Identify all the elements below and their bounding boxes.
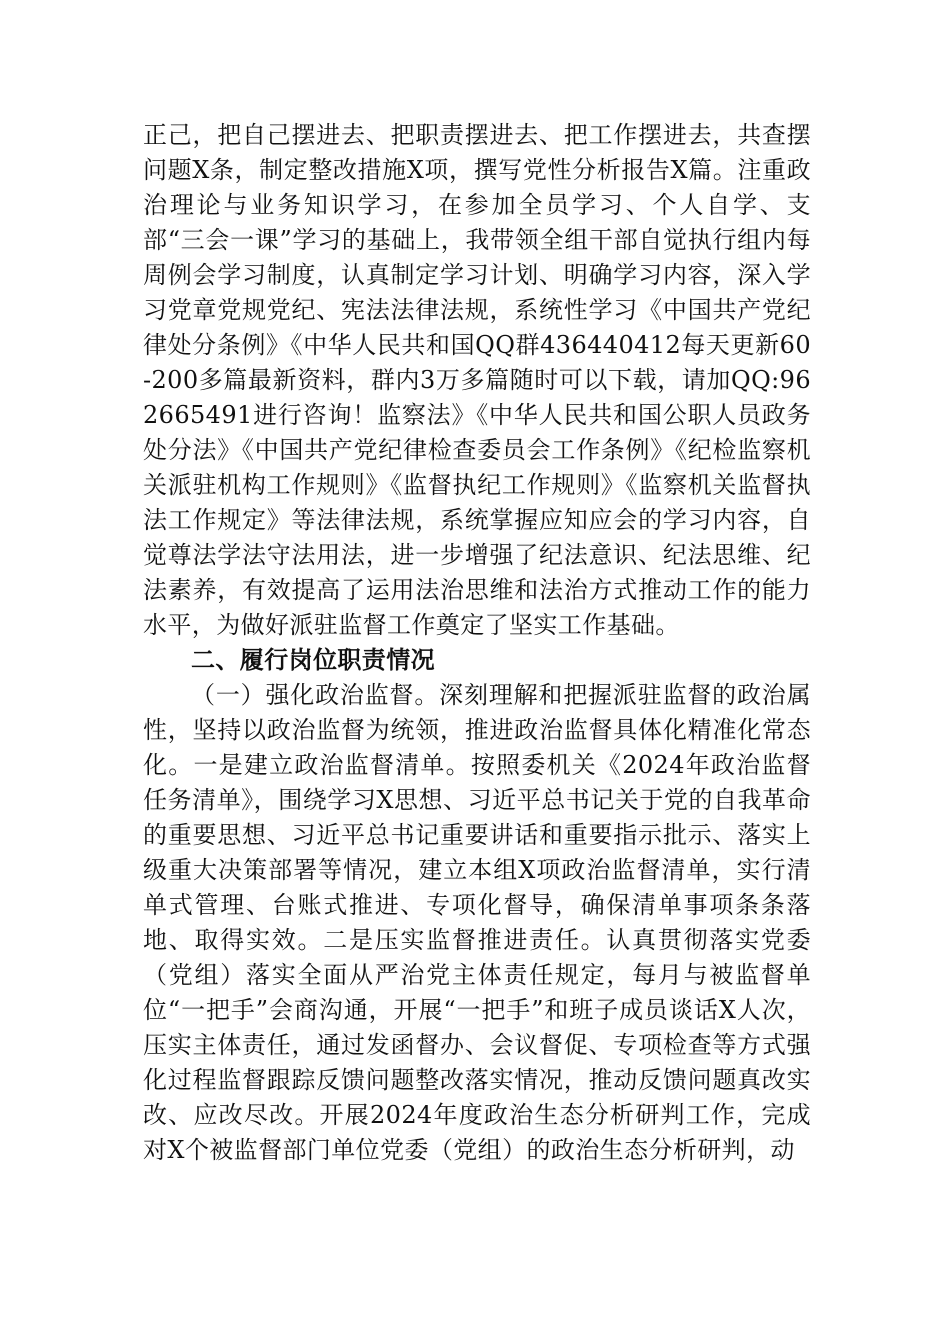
body-paragraph: （一）强化政治监督。深刻理解和把握派驻监督的政治属性，坚持以政治监督为统领，推进政治监督具体化精准化常态化。一是建立政治监督清单。按照委机关《2024年政治监督任务清单》，围绕学习X思想、习近平总书记关于党的自我革命的重要思想、习近平总书记重要讲话和重要指示批示、落实上级重大决策部署等情况，建立本组X项政治监督清单，实行清单式管理、台账式推进、专项化督导，确保清单事项条条落地、取得实效。二是压实监督推进责任。认真贯彻落实党委（党组）落实全面从严治党主体责任规定，每月与被监督单位“一把手”会商沟通，开展“一把手”和班子成员谈话X人次，压实主体责任，通过发函督办、会议督促、专项检查等方式强化过程监督跟踪反馈问题整改落实情况，推动反馈问题真改实改、应改尽改。开展2024年度政治生态分析研判工作，完成对X个被监督部门单位党委（党组）的政治生态分析研判，动 xyxy=(143,681,811,1164)
section-heading: 二、履行岗位职责情况 xyxy=(191,646,435,674)
document-body xyxy=(143,118,811,1168)
body-paragraph: 正己，把自己摆进去、把职责摆进去、把工作摆进去，共查摆问题X条，制定整改措施X项，撰写党性分析报告X篇。注重政治理论与业务知识学习，在参加全员学习、个人自学、支部“三会一课”学习的基础上，我带领全组干部自觉执行组内每周例会学习制度，认真制定学习计划、明确学习内容，深入学习党章党规党纪、宪法法律法规，系统性学习《中国共产党纪律处分条例》《中华人民共和国QQ群436440412每天更新60-200多篇最新资料，群内3万多篇随时可以下载，请加QQ:962665491进行咨询！监察法》《中华人民共和国公职人员政务处分法》《中国共产党纪律检查委员会工作条例》《纪检监察机关派驻机构工作规则》《监督执纪工作规则》《监察机关监督执法工作规定》等法律法规，系统掌握应知应会的学习内容，自觉尊法学法守法用法，进一步增强了纪法意识、纪法思维、纪法素养，有效提高了运用法治思维和法治方式推动工作的能力水平，为做好派驻监督工作奠定了坚实工作基础。 xyxy=(143,121,811,639)
